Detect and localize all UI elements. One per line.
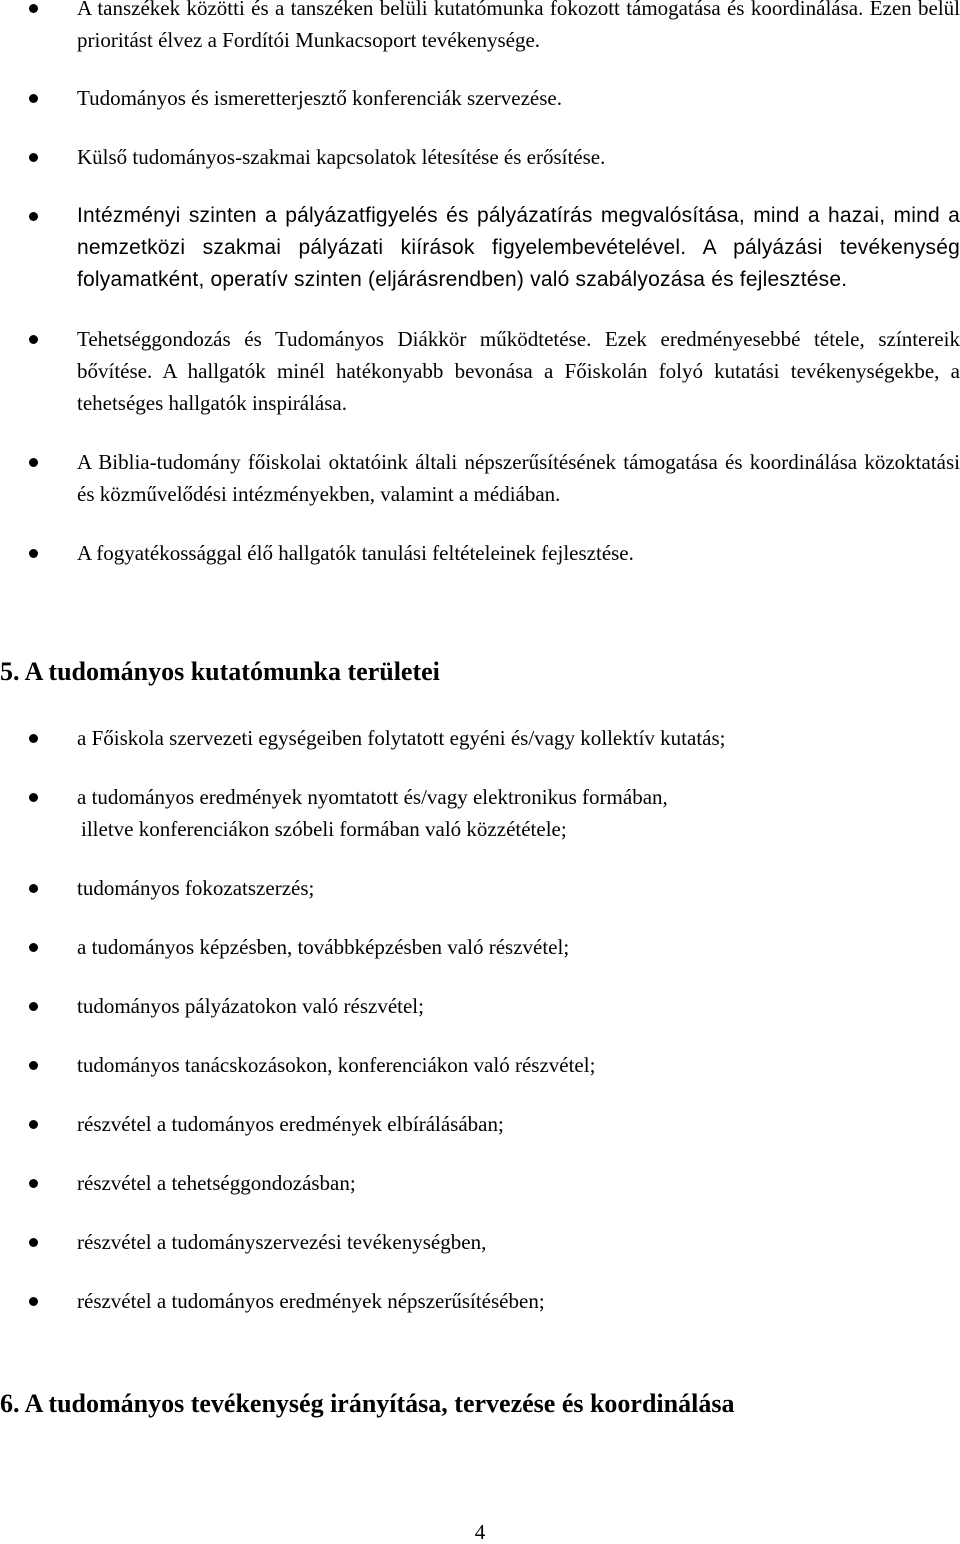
bullet-icon bbox=[29, 884, 38, 893]
bullet-icon bbox=[29, 1002, 38, 1011]
research-areas-list bbox=[0, 722, 960, 1344]
bullet-icon bbox=[29, 4, 38, 13]
bullet-icon bbox=[29, 1120, 38, 1129]
list-item: A Biblia-tudomány főiskolai oktatóink általi népszerűsítésének támogatása és koordinálása közoktatási és közművelődési intézményekben, valamint a médiában. bbox=[0, 446, 960, 510]
bullet-icon bbox=[29, 734, 38, 743]
list-item: Tudományos és ismeretterjesztő konferenciák szervezése. bbox=[0, 82, 960, 114]
bullet-icon bbox=[29, 943, 38, 952]
bullet-icon bbox=[29, 1179, 38, 1188]
list-item: a Főiskola szervezeti egységeiben folytatott egyéni és/vagy kollektív kutatás; bbox=[0, 722, 960, 754]
bullet-icon bbox=[29, 153, 38, 162]
bullet-icon bbox=[29, 458, 38, 467]
list-item: tudományos fokozatszerzés; bbox=[0, 872, 960, 904]
list-item: tudományos pályázatokon való részvétel; bbox=[0, 990, 960, 1022]
list-item: Intézményi szinten a pályázatfigyelés és pályázatírás megvalósítása, mind a hazai, mind a nemzetközi szakmai pályázati kiírások figyelembevételével. A pályázási tevékenység folyamatként, operatív szinten (eljárásrendben) való szabályozása és fejlesztése. bbox=[0, 200, 960, 296]
list-item: részvétel a tudományos eredmények népszerűsítésében; bbox=[0, 1285, 960, 1317]
list-item: tudományos tanácskozásokon, konferenciákon való részvétel; bbox=[0, 1049, 960, 1081]
list-item: részvétel a tehetséggondozásban; bbox=[0, 1167, 960, 1199]
bullet-icon bbox=[29, 212, 38, 221]
objectives-list bbox=[0, 0, 960, 569]
page-number: 4 bbox=[474, 1520, 486, 1544]
list-item: A tanszékek közötti és a tanszéken belüli kutatómunka fokozott támogatása és koordinálása. Ezen belül prioritást élvez a Fordítói Munkacsoport tevékenysége. bbox=[0, 0, 960, 56]
bullet-icon bbox=[29, 335, 38, 344]
section-heading-5: 5. A tudományos kutatómunka területei bbox=[0, 657, 440, 686]
bullet-icon bbox=[29, 793, 38, 802]
section-heading-6: 6. A tudományos tevékenység irányítása, tervezése és koordinálása bbox=[0, 1389, 735, 1418]
bullet-icon bbox=[29, 94, 38, 103]
list-item: Tehetséggondozás és Tudományos Diákkör működtetése. Ezek eredményesebbé tétele, színtereik bővítése. A hallgatók minél hatékonyabb bevonása a Főiskolán folyó kutatási tevékenységekbe, a tehetséges hallgatók inspirálása. bbox=[0, 323, 960, 419]
bullet-icon bbox=[29, 549, 38, 558]
list-item: A fogyatékossággal élő hallgatók tanulási feltételeinek fejlesztése. bbox=[0, 537, 960, 569]
bullet-icon bbox=[29, 1238, 38, 1247]
list-item: részvétel a tudományos eredmények elbírálásában; bbox=[0, 1108, 960, 1140]
list-item: Külső tudományos-szakmai kapcsolatok létesítése és erősítése. bbox=[0, 141, 960, 173]
list-item: a tudományos képzésben, továbbképzésben való részvétel; bbox=[0, 931, 960, 963]
list-item: részvétel a tudományszervezési tevékenységben, bbox=[0, 1226, 960, 1258]
bullet-icon bbox=[29, 1297, 38, 1306]
list-item: a tudományos eredmények nyomtatott és/vagy elektronikus formában, illetve konferenciákon szóbeli formában való közzététele; bbox=[0, 781, 960, 845]
bullet-icon bbox=[29, 1061, 38, 1070]
